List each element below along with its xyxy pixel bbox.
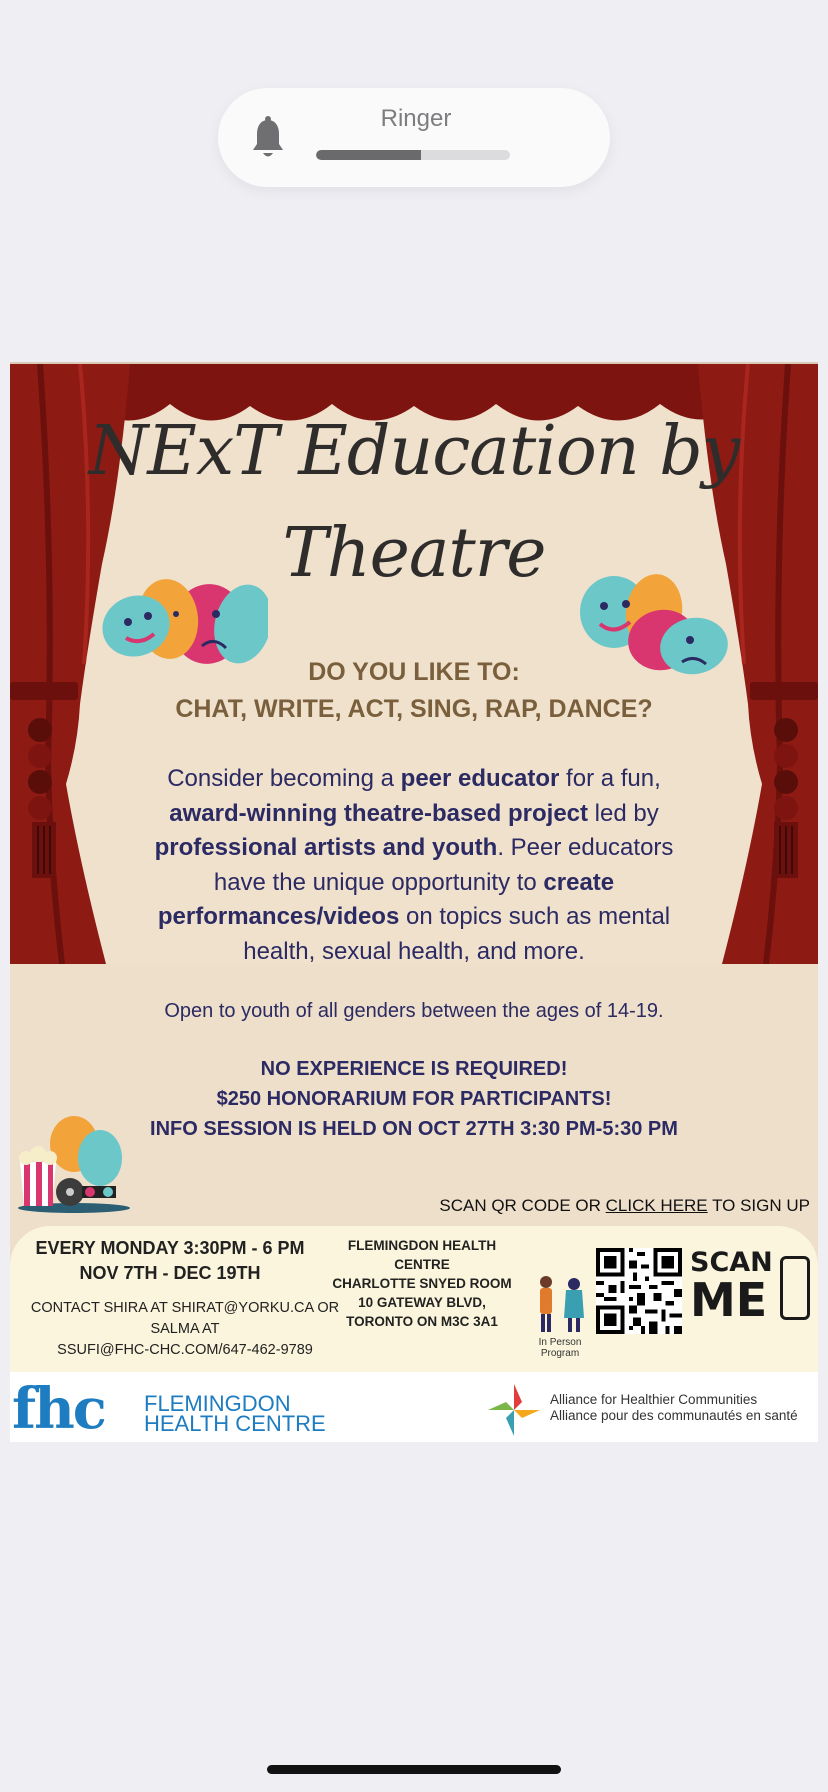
alliance-line: Alliance for Healthier Communities: [550, 1392, 758, 1407]
no-experience-text: NO EXPERIENCE IS REQUIRED!: [260, 1058, 568, 1080]
scan-me-label: [690, 1247, 773, 1327]
alliance-logo-icon: [486, 1382, 542, 1438]
flyer-image: [10, 362, 818, 1442]
eligibility-text: Open to youth of all genders between the ages of 14-19.: [164, 1000, 664, 1022]
flyer-title-line-2: Theatre: [282, 514, 546, 593]
info-band: [10, 1226, 818, 1372]
fhc-name: [144, 1391, 326, 1436]
description-emphasis: professional artists and youth: [154, 834, 498, 861]
click-here-link[interactable]: CLICK HERE: [605, 1196, 708, 1215]
volume-fill: [316, 150, 421, 160]
alliance-name: [550, 1392, 798, 1424]
schedule: [20, 1236, 320, 1286]
description-emphasis: peer educator: [400, 765, 560, 792]
description-text: for a fun,: [559, 765, 661, 792]
venue-line: CHARLOTTE SNYED ROOM: [332, 1276, 512, 1291]
alliance-line: Alliance pour des communautés en santé: [550, 1408, 798, 1423]
me-word: ME: [690, 1273, 768, 1327]
like-heading: DO YOU LIKE TO:: [308, 658, 520, 686]
venue-line: 10 GATEWAY BLVD,: [358, 1295, 486, 1310]
description-paragraph: [130, 762, 698, 969]
fhc-logo: fhc: [12, 1376, 105, 1442]
people-icon: [532, 1274, 590, 1334]
fhc-name-line: HEALTH CENTRE: [144, 1411, 326, 1436]
popcorn-film-icon: [14, 1114, 134, 1214]
description-text: Consider becoming a: [167, 765, 401, 792]
venue-address: [332, 1236, 512, 1331]
honorarium-text: $250 HONORARIUM FOR PARTICIPANTS!: [216, 1088, 612, 1110]
description-text: on topics such as mental health, sexual health, and more.: [243, 903, 671, 965]
scan-word: SCAN: [690, 1247, 773, 1278]
in-person-label: [528, 1337, 592, 1359]
phone-icon: [780, 1256, 810, 1320]
home-indicator[interactable]: [267, 1765, 561, 1774]
schedule-days: EVERY MONDAY 3:30PM - 6 PM: [35, 1238, 305, 1258]
in-person-line: In Person: [538, 1337, 582, 1348]
scan-prefix: SCAN QR CODE OR: [439, 1196, 606, 1215]
ringer-hud: [218, 88, 610, 187]
qr-code[interactable]: [596, 1248, 682, 1334]
description-emphasis: award-winning theatre-based project: [169, 799, 588, 827]
info-session-text: INFO SESSION IS HELD ON OCT 27TH 3:30 PM-5:30 PM: [150, 1118, 678, 1140]
in-person-line: Program: [540, 1348, 580, 1359]
venue-line: TORONTO ON M3C 3A1: [346, 1314, 498, 1329]
contact-line: CONTACT SHIRA AT SHIRAT@YORKU.CA OR: [30, 1300, 340, 1316]
bell-icon: [250, 114, 286, 164]
sign-up-line: [439, 1196, 810, 1216]
ringer-label: Ringer: [380, 105, 452, 132]
contact-line: SSUFI@FHC-CHC.COM/647-462-9789: [57, 1342, 313, 1358]
description-emphasis: create performances/videos: [157, 868, 615, 930]
schedule-dates: NOV 7TH - DEC 19TH: [79, 1263, 261, 1283]
scan-suffix: TO SIGN UP: [707, 1196, 810, 1215]
venue-line: CENTRE: [394, 1257, 450, 1272]
flyer-title-line-1: NExT Education by: [88, 412, 740, 491]
contact-line: SALMA AT: [150, 1321, 220, 1337]
fhc-name-line: FLEMINGDON: [144, 1391, 291, 1416]
volume-track: [316, 150, 510, 160]
sponsor-logos: [10, 1372, 818, 1442]
activities-heading: CHAT, WRITE, ACT, SING, RAP, DANCE?: [175, 695, 653, 723]
description-text: led by: [588, 799, 659, 827]
venue-line: FLEMINGDON HEALTH: [347, 1238, 497, 1253]
description-text: . Peer educators have the unique opportunity to: [213, 834, 674, 896]
contact-info: [20, 1298, 350, 1361]
